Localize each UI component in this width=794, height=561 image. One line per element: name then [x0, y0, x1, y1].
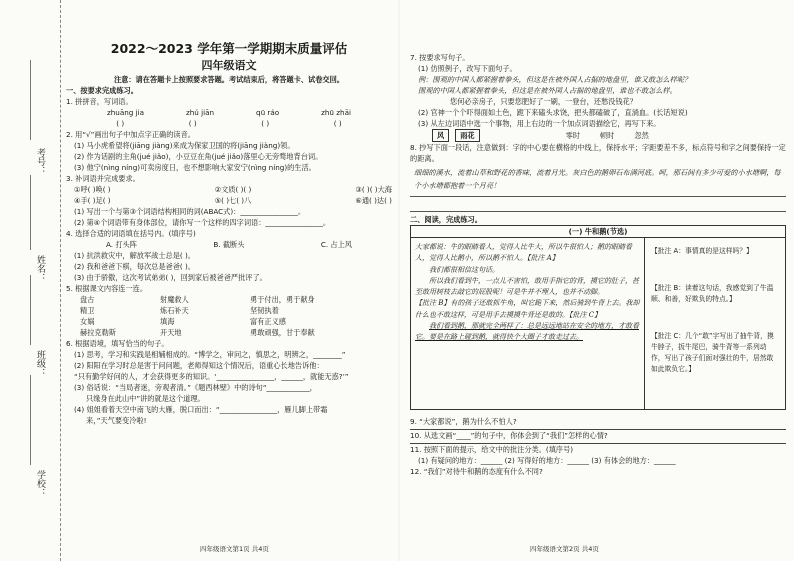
q6-line: (2) 阳阳在学习时总是害于问问题，老师得知这个情况后，语重心长地告诉他： [74, 361, 324, 370]
q5-item[interactable]: 女娲 [80, 317, 95, 326]
q3-sub: (2) 第④个词语带有身体部位，请你写一个这样的四字词语：________________。 [74, 218, 331, 227]
annotation: 【批注 B：读着这句话，我感觉到了牛温顺、和善，好欺负的特点。】 [651, 284, 774, 303]
word-box: 雨花 [455, 129, 479, 142]
q8-prompt: 8. 抄写下面一段话，注意做到：字的中心要在横格的中线上，保持水平；字距要差不多，标点符号和字之间要保持一定的距离。 [410, 143, 786, 163]
q7-ask: 您何必亲房子，只要您肥好了一刷，一登台，还愁没钱花？ [450, 97, 637, 106]
q2-prompt: 2. 用“√”画出句子中加点字正确的读音。 [66, 130, 195, 139]
exam-title: 2022～2023 学年第一学期期末质量评估 [110, 41, 348, 56]
q5-item[interactable]: 填海 [160, 317, 175, 326]
q4-option: C. 占上风 [320, 240, 352, 249]
q1-pinyin-row [66, 107, 392, 118]
exam-no-label: 考号： [35, 148, 45, 175]
passage-paragraph: 我们看到鹅，那就完全两样了：总是远远地站在安全的地方，才敢看它。要是在路上碰到鹅，就得快个大圈子才敢走过去。 [415, 322, 639, 342]
q3-row [66, 195, 392, 206]
q5-item[interactable]: 坚韧执着 [250, 306, 279, 315]
q6-line: 只缘身在此山中”讲的就是这个道理。 [86, 394, 205, 403]
class-label: 班级： [35, 350, 45, 377]
fill-line [30, 375, 31, 465]
q4-line: (3) 由于骄傲，这次考试弟弟( )，回到家后被爸爸严批评了。 [74, 273, 267, 282]
q5-prompt: 5. 根据课文内容连一连。 [66, 284, 148, 293]
passage-text [411, 238, 645, 409]
right-page [400, 0, 794, 561]
q5-item[interactable]: 炼石补天 [160, 306, 189, 315]
q5-item[interactable]: 勇于付出，勇于献身 [250, 295, 315, 304]
section-1-title: 一、按要求完成练习。 [66, 86, 138, 95]
pinyin: zhū zhāi [321, 108, 352, 117]
q6-line: 来，”天气要变冷啦! [86, 416, 147, 425]
q3-item: ④手( )足( ) [74, 196, 111, 205]
pinyin: qū ráo [256, 108, 280, 117]
copy-lines[interactable] [410, 196, 786, 212]
passage-paragraph: 所以我们看到牛，一点儿不害怕，敢用手指它的背，摸它的肚子，甚至敢用树枝去敲它的屁股呢！可是牛并不理人，也并不动脚。 [415, 276, 639, 297]
q3-item: ③( )( )大海 [355, 185, 392, 194]
word-box: 风 [432, 129, 449, 142]
dotted-word: 忽然 [634, 131, 649, 140]
passage-paragraph: 【批注 B】有的孩子还敢抓牛角，叫它跪下来，然后骑到牛背上去。我却什么也不敢这样，可是用手去摸摸牛背还是敢的。【批注 C】 [415, 299, 640, 319]
q12-prompt: 12. “我们”对待牛和鹅的态度有什么不同? [410, 467, 543, 476]
right-content [410, 52, 786, 477]
fill-line [30, 60, 31, 140]
q7-modified: 围观的中国人都紧握着拳头，但这是在被外国人占据的地盘里，谁也不敢怎么样。 [418, 86, 677, 95]
q3-item: ⑥通( )达( ) [355, 196, 392, 205]
fill-line [30, 175, 31, 250]
q4-option: A. 打头阵 [106, 240, 137, 249]
passage-paragraph: 大家都说：牛的眼睛看人，觉得人比牛大，所以牛很怕人；鹅的眼睛看人，觉得人比鹅小，所以鹅不怕人。【批注 A】 [415, 243, 632, 263]
q2-line: (1) 马小虎希望将(jiāng jiàng)来成为保家卫国的将(jiāng jiàng)领。 [74, 141, 295, 150]
pinyin: zhuāng jia [106, 108, 145, 117]
q3-item: ②文质( )( ) [214, 185, 252, 194]
annotation-column [645, 238, 785, 409]
q3-item: ①呼( )唤( ) [74, 185, 111, 194]
answer-bracket[interactable]: ( ) [116, 119, 125, 128]
q5-column [160, 294, 250, 338]
q5-item[interactable]: 精卫 [80, 306, 95, 315]
q5-item[interactable]: 富有正义感 [250, 317, 286, 326]
q5-column [250, 294, 315, 338]
q5-matching [66, 294, 392, 338]
q5-item[interactable]: 勇敢顽强，甘于奉献 [250, 328, 315, 337]
q3-row [66, 184, 392, 195]
page-footer: 四年级语文第2页 共4页 [530, 545, 599, 553]
q7-word-row [410, 129, 786, 142]
answer-bracket[interactable]: ( ) [261, 119, 270, 128]
q1-answer-row [66, 118, 392, 129]
q1-prompt: 1. 拼拼音，写词语。 [66, 97, 133, 106]
q7-sub: (3) 从左边词语中选一个事物，用上右边的一个加点词语描绘它，再写下来。 [418, 119, 661, 128]
pinyin: zhú jiān [185, 108, 215, 117]
q3-prompt: 3. 补词语并完成要求。 [66, 174, 140, 183]
q10-prompt: 10. 从选文画“____”的句子中，你体会到了“我们”怎样的心情? [410, 431, 608, 440]
q2-line: (3) 他宁(nìng níng)可卖房度日，也不想影响大家安宁(nìng níng)的生活。 [74, 163, 316, 172]
left-content [66, 40, 392, 426]
annotation: 【批注 C：几个“敢”字写出了抽牛背，摸牛脖子，扳牛尾巴，骑牛背等一系列动作，写出了孩子们面对强壮的牛，居然敢如此欺负它。】 [651, 332, 774, 373]
q3-sub: (1) 写出一个与第③个词语结构相同的词(ABAC式)：________________。 [74, 207, 306, 216]
q7-prompt: 7. 按要求写句子。 [410, 53, 470, 62]
q5-item[interactable]: 射魔救人 [160, 295, 189, 304]
exam-note: 注意：请在答题卡上按照要求答题。考试结束后，将答题卡、试卷交回。 [113, 75, 344, 84]
q4-option: B. 截断头 [213, 240, 245, 249]
q6-prompt: 6. 根据语境，填写恰当的句子。 [66, 339, 169, 348]
passage-paragraph: 我们都很相信这句话。 [429, 265, 499, 274]
passage-box [410, 237, 786, 410]
q6-line: (4) 姐姐看着天空中南飞的大雁，脱口而出：“________________，雁儿脚上带霜 [74, 405, 328, 414]
fill-line [30, 275, 31, 345]
q7-sub: (1) 仿照例子，改写下面句子。 [418, 64, 517, 73]
q5-item[interactable]: 赫拉克勒斯 [80, 328, 116, 337]
q6-line: (1) 思考，学习和实践是相辅相成的。“博学之，审问之，慎思之，明辨之，________” [74, 350, 346, 359]
q5-column [80, 294, 160, 338]
binding-gutter [0, 0, 61, 561]
q4-prompt: 4. 选择合适的词语填在括号内。(填序号) [66, 229, 196, 238]
dotted-word: 顿时 [599, 131, 615, 140]
q5-item[interactable]: 开天地 [160, 328, 182, 337]
q4-line: (1) 抗洪救灾中，解放军战士总是( )。 [74, 251, 195, 260]
q11-options: (1) 有疑问的地方：______ (2) 写得好的地方：______ (3) 有体会的地方：______ [418, 456, 676, 465]
q11-prompt: 11. 按照下面的提示，给文中的批注分类。(填序号) [410, 445, 574, 454]
q2-line: (2) 作为话剧的主角(jué jiǎo)，小豆豆在角(jué jiǎo)落里心无旁骛地背台词。 [74, 152, 323, 161]
dotted-word: 零时 [565, 131, 580, 140]
q7-example: 例：围观的中国人都紧握着拳头，但这是在被外国人占据的地盘里，谁又敢怎么样呢？ [418, 75, 692, 84]
q7-sub: (2) 官神一个个吓得面如土色，跪下来磕头求饶，把头都磕破了，直淌血。(长话短说) [418, 108, 688, 117]
exam-subtitle: 四年级语文 [201, 59, 257, 72]
page-footer: 四年级语文第1页 共4页 [200, 545, 269, 553]
annotation: 【批注 A：事情真的是这样吗？】 [651, 247, 753, 255]
passage-title: (一) 牛和鹅(节选) [410, 225, 786, 237]
answer-bracket[interactable]: ( ) [333, 119, 342, 128]
q8-text: 细细的溪水，流着山草和野花的香味，流着月光。灰白色的鹅卵石布满河底。呵，那石间有多少可爱的小水塘啊，每个小水塘都抱着一个月亮！ [414, 168, 781, 190]
school-label: 学校： [35, 470, 45, 497]
q9-prompt: 9. “大家都说”，鹅为什么不怕人? [410, 417, 517, 426]
name-label: 姓名： [35, 255, 45, 282]
q3-item: ⑤( )七( )八 [214, 196, 252, 205]
q4-line: (2) 我和爸爸下棋，每次总是爸爸( )。 [74, 262, 195, 271]
q4-options [66, 239, 392, 250]
answer-bracket[interactable]: ( ) [188, 119, 197, 128]
q6-line: (3) 俗话说：“当局者迷，旁观者清。”《题西林壁》中的诗句“____________， [74, 383, 317, 392]
section-2-title: 二、阅读，完成练习。 [410, 215, 482, 224]
q6-line: “只有勤学好问的人，才会获得更多的知识。‘________________，______，就能无惑?’” [74, 372, 349, 381]
q5-item[interactable]: 盘古 [80, 295, 95, 304]
